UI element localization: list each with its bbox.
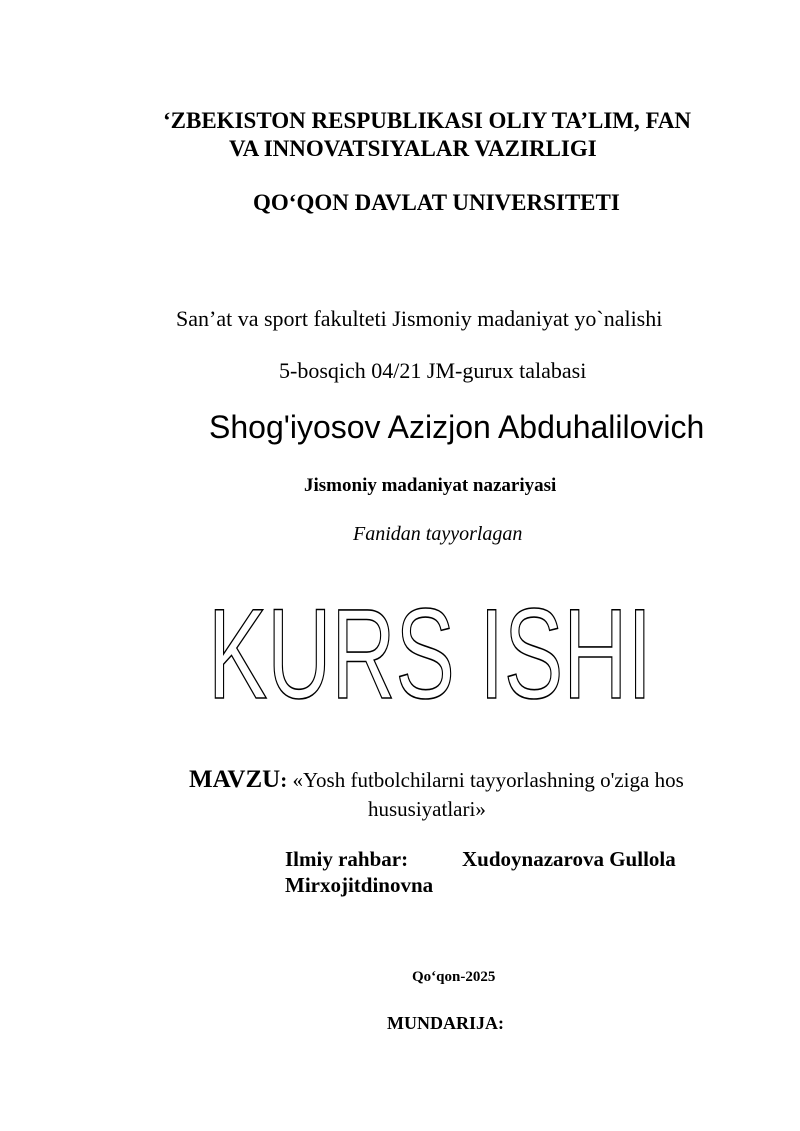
city-year: Qo‘qon-2025	[412, 969, 496, 985]
university-name: QO‘QON DAVLAT UNIVERSITETI	[253, 190, 620, 215]
supervisor-name-line1: Xudoynazarova Gullola	[462, 847, 676, 871]
ministry-title-line1: ‘ZBEKISTON RESPUBLIKASI OLIY TA’LIM, FAN	[163, 108, 692, 133]
topic-text-line2: hususiyatlari»	[368, 797, 486, 821]
supervisor-label: Ilmiy rahbar:	[285, 847, 409, 871]
faculty-line: San’at va sport fakulteti Jismoniy madaniyat yo`nalishi	[176, 306, 663, 331]
work-type-text: KURS ISHI	[208, 583, 652, 726]
topic-line1	[189, 766, 684, 794]
student-name: Shog'iyosov Azizjon Abduhalilovich	[209, 409, 705, 445]
topic-colon: :	[280, 768, 288, 792]
contents-heading: MUNDARIJA:	[387, 1013, 504, 1033]
ministry-title-line2: VA INNOVATSIYALAR VAZIRLIGI	[229, 136, 597, 161]
group-line: 5-bosqich 04/21 JM-gurux talabasi	[279, 358, 587, 383]
subject-name: Jismoniy madaniyat nazariyasi	[304, 475, 557, 496]
topic-text-line1: «Yosh futbolchilarni tayyorlashning o'ziga hos	[287, 768, 684, 792]
topic-label: MAVZU	[189, 766, 281, 793]
work-type-title	[200, 583, 660, 726]
supervisor-name-line2: Mirxojitdinovna	[285, 873, 434, 897]
prepared-label: Fanidan tayyorlagan	[353, 523, 523, 545]
